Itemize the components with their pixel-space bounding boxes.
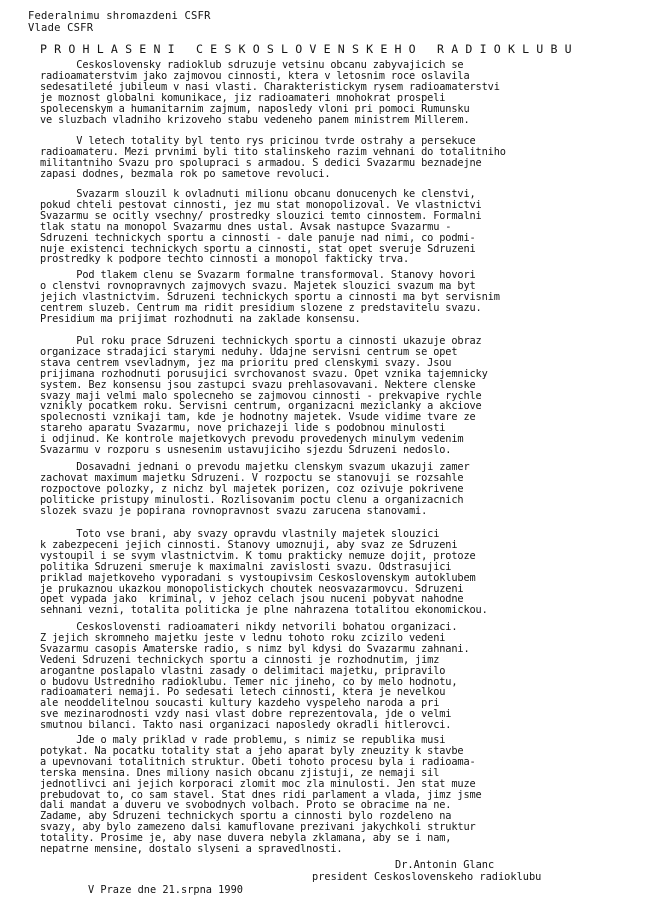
text-line: rozpoctove polozky, z nichz byl majetek porizen, coz ozivuje pokrivene [40,482,464,495]
text-line: opet vypada jako kriminal, v jehoz celach jsou nuceni pobyvat nahodne [40,593,464,606]
text-line: spolecenskym a humanitarnim zajmum, naposledy vloni pri pomoci Rumunsku [40,102,470,115]
text-line: radioamateri nemaji. Po sedesati letech cinnosti, ktera je nevelkou [40,686,446,699]
text-line: svazy maji velmi malo spolecneho se zajmovou cinnosti - prekvapive rychle [40,389,482,402]
text-line: je prukaznou ukazkou monopolistickych choutek neosvazarmovcu. Sdruzeni [40,582,464,595]
text-line: radioamaterstvim jako zajmovou cinnosti, ktera v letosnim roce oslavila [40,69,470,82]
text-line: nuje existenci technickych sportu a cinnosti, stat opet sveruje Sdruzeni [40,242,476,255]
text-line: spolecnosti vznikaji tam, kde je hodnotny majetek. Vsude vidime tvare ze [40,411,476,424]
addressee-government: Vlade CSFR [28,22,94,34]
text-line: prijimana rozhodnuti porusujici svrchovanost svazu. Opet vznika tajemnicky [40,367,488,380]
paragraph-4 [40,270,670,325]
text-line: je moznost globalni komunikace, jiz radioamateri mnohokrat prospeli [40,91,446,104]
text-line: Svazarmu v rozporu s usnesenim ustavujiciho sjezdu Sdruzeni nedoslo. [40,444,452,457]
text-line: zapasi dodnes, bezmala rok po sametove revoluci. [40,167,331,180]
addressee-parliament: Federalnimu shromazdeni CSFR [28,10,211,22]
text-line: Z jejich skromneho majetku jeste v lednu tohoto roku zcizilo vedeni [40,631,446,644]
text-line: sehnani vezni, totalita politicka je plne nahrazena totalitou ekonomickou. [40,604,488,617]
paragraph-9 [40,735,670,855]
text-line: sedesatileté jubileum v nasi vlasti. Charakteristickym rysem radioamaterstvi [40,80,500,93]
text-line: pokud chteli pestovat cinnosti, jez mu stat monopolizoval. Ve vlastnictvi [40,198,482,211]
text-line: ve sluzbach vladniho krizoveho stabu vedeneho panem ministrem Millerem. [40,113,470,126]
text-line: Ceskoslovensky radioklub sdruzuje vetsinu obcanu zabyvajicich se [40,59,464,71]
paragraph-7 [40,529,670,616]
paragraph-2 [40,136,670,180]
text-line: tlak statu na monopol Svazarmu dnes ustal. Avsak nastupce Svazarmu - [40,220,452,233]
text-line: prostredky k podpore techto cinnosti a monopol fakticky trva. [40,253,410,266]
text-line: jejich vlastnictvim. Sdruzeni technickych sportu a cinnosti ma byt servisnim [40,290,500,303]
text-line: zachovat maximum majetku Sdruzeni. V rozpoctu se stanovuji se rozsahle [40,471,464,484]
text-line: o clenstvi rovnopravnych zajmovych svazu. Majetek slouzici svazum ma byt [40,279,476,292]
paragraph-1 [40,60,670,125]
text-line: radioamateru. Mezi prvnimi byli tito stalinskeho razim vehnani do totalitniho [40,145,506,158]
text-line: centrem sluzeb. Centrum ma ridit presidium slozene z predstavitelu svazu. [40,301,482,314]
text-line: Pul roku prace Sdruzeni technickych sportu a cinnosti ukazuje obraz [40,335,482,347]
text-line: slozek svazu je popirana rovnopravnost svazu zarucena stanovami. [40,504,428,517]
text-line: a upevnovani totalitnich struktur. Obeti tohoto procesu byla i radioama- [40,755,476,768]
text-line: organizace stradajici starymi neduhy. Udajne servisni centrum se opet [40,345,458,358]
text-line: jednotlivci ani jejich korporaci zlomit moc zla minulosti. Jen stat muze [40,777,476,790]
signatory-role: president Ceskoslovenskeho radioklubu [312,871,542,883]
text-line: Svazarm slouzil k ovladnuti milionu obcanu donucenych ke clenstvi, [40,188,476,200]
text-line: politika Sdruzeni smeruje k maximalni zavislosti svazu. Odstrasujici [40,560,452,573]
text-line: vystoupil i se svym vlastnictvim. K tomu prakticky nemuze dojit, protoze [40,549,476,562]
text-line: k zabezpeceni jejich cinnosti. Stanovy umoznuji, aby svaz ze Sdruzeni [40,538,458,551]
text-line: militantniho Svazu pro spolupraci s armadou. S dedici Svazarmu beznadejne [40,156,482,169]
text-line: dali mandat a duveru ve svobodnych volbach. Proto se obracime na ne. [40,799,452,812]
text-line: system. Bez konsensu jsou zastupci svazu prehlasovavani. Nektere clenske [40,378,476,391]
text-line: Ceskoslovensti radioamateri nikdy netvorili bohatou organizaci. [40,621,458,633]
paragraph-6 [40,462,670,517]
text-line: sve mezinarodnosti vzdy nasi vlast dobre reprezentovala, jde o velmi [40,708,452,721]
text-line: Toto vse brani, aby svazy opravdu vlastnily majetek slouzici [40,528,440,540]
text-line: Sdruzeni technickych sportu a cinnosti - dale panuje nad nimi, co podmi- [40,231,476,244]
text-line: Svazarmu casopis Amaterske radio, s nimz byl kdysi do Svazarmu zahnani. [40,642,470,655]
text-line: Presidium ma prijimat rozhodnuti na zaklade konsensu. [40,312,361,325]
text-line: arogantne poslapalo vlastni zasady o delimitaci majetku, pripravilo [40,664,446,677]
text-line: Dosavadni jednani o prevodu majetku clenskym svazum ukazuji zamer [40,461,470,473]
text-line: i odjinud. Ke kontrole majetkovych prevodu provedenych minulym vedenim [40,433,464,446]
text-line: stava centrem vsevladnym, jez ma prioritu pred clenskymi svazy. Jsou [40,356,452,369]
paragraph-8 [40,622,670,731]
text-line: Vedeni Sdruzeni technickych sportu a cinnosti je rozhodnutim, jimz [40,653,440,666]
text-line: priklad majetkoveho vyporadani s vystoupivsim Ceskoslovenskym autoklubem [40,571,476,584]
text-line: stareho aparatu Svazarmu, nove prichazeji lide s podobnou minulosti [40,422,446,435]
text-line: terska mensina. Dnes miliony nasich obcanu zjistuji, ze nemaji sil [40,766,440,779]
date-line: V Praze dne 21.srpna 1990 [88,884,243,896]
text-line: nepatrne mensine, dostalo slyseni a spravedlnosti. [40,843,343,856]
text-line: o budovu Ustredniho radioklubu. Temer nic jineho, co by melo hodnotu, [40,675,458,688]
text-line: totality. Prosime je, aby nase duvera nebyla zklamana, aby se i nam, [40,832,452,845]
paragraph-5 [40,336,670,456]
text-line: smutnou bilanci. Takto nasi organizaci naposledy okradli hitlerovci. [40,719,452,732]
text-line: vznikly pocatkem roku. Servisni centrum, organizacni meziclanky a akciove [40,400,482,413]
text-line: potykat. Na pocatku totality stat a jeho aparat byly zneuzity k stavbe [40,744,464,757]
text-line: ale neoddelitelnou soucasti kultury kazdeho vyspeleho naroda a pri [40,697,440,710]
text-line: prebudovat to, co sam stavel. Stat dnes ridi parlament a vlada, jimz jsme [40,788,482,801]
text-line: Svazarmu se ocitly vsechny/ prostredky slouzici temto cinnostem. Formalni [40,209,482,222]
text-line: Pod tlakem clenu se Svazarm formalne transformoval. Stanovy hovori [40,269,476,281]
signatory-name: Dr.Antonin Glanc [395,859,495,871]
paragraph-3 [40,189,670,265]
text-line: Jde o maly priklad v rade problemu, s nimiz se republika musi [40,734,446,746]
text-line: Zadame, aby Sdruzeni technickych sportu a cinnosti bylo rozdeleno na [40,810,452,823]
text-line: svazy, aby bylo zamezeno dalsi kamuflovane prezivani jakychkoli struktur [40,821,476,834]
text-line: politicke pristupy minulosti. Rozlisovanim poctu clenu a organizacnich [40,493,464,506]
text-line: V letech totality byl tento rys pricinou tvrde ostrahy a persekuce [40,135,476,147]
document-title: PROHLASENI CESKOSLOVENSKEHO RADIOKLUBU [40,42,579,56]
